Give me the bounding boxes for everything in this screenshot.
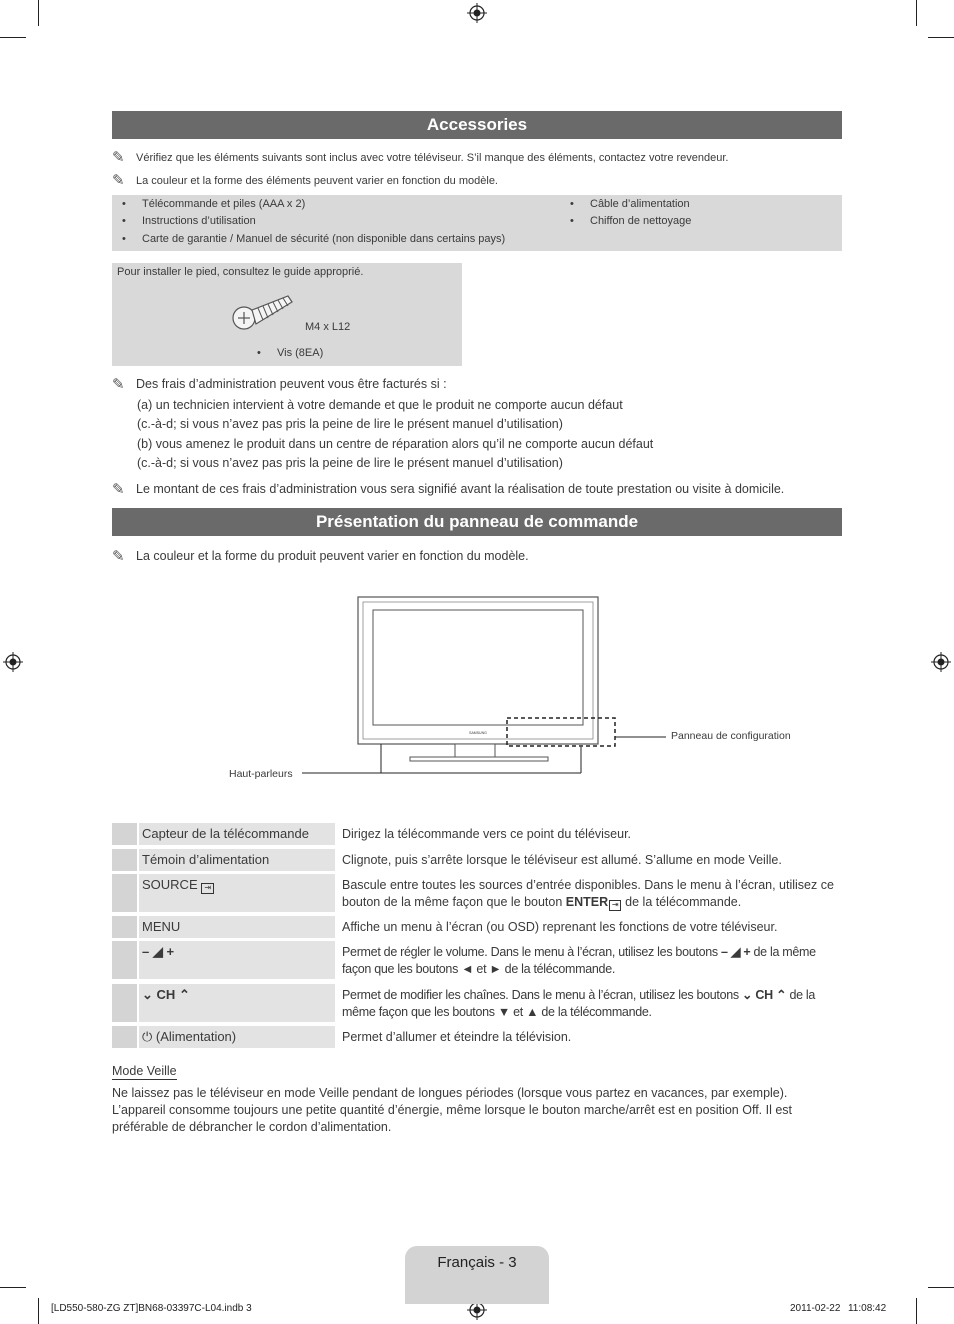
pencil-note-icon: ✎ (112, 481, 125, 498)
fees-line: (c.-à-d; si vous n’avez pas pris la peine de lire le présent manuel d’utilisation) (137, 417, 563, 431)
label-config-panel: Panneau de configuration (671, 730, 791, 742)
note-color-shape: ✎ La couleur et la forme des éléments peuvent varier en fonction du modèle. (112, 172, 498, 189)
list-item: • Câble d’alimentation (570, 198, 690, 210)
pencil-note-icon: ✎ (112, 376, 125, 393)
registration-mark-icon (467, 3, 487, 23)
registration-mark-icon (3, 652, 23, 672)
chevron-up-icon: ⌃ (178, 987, 190, 1002)
table-row: ⏻ (Alimentation) Permet d’allumer et éteindre la télévision. (112, 1026, 842, 1048)
list-item: • Instructions d’utilisation (122, 215, 256, 227)
table-row: SOURCE ⇥ Bascule entre toutes les sources d’entrée disponibles. Dans le menu à l’écran, utilisez ce bouton de la même façon que le bouton ENTER ⇥ de la télécommande. (112, 874, 842, 912)
chevron-down-icon: ⌄ (142, 987, 153, 1002)
crop-mark (916, 0, 917, 26)
table-row: Témoin d’alimentation Clignote, puis s’arrête lorsque le téléviseur est allumé. S’allume en mode Veille. (112, 849, 842, 871)
screw-label: • Vis (8EA) (257, 347, 324, 359)
section-title-accessories: Accessories (112, 111, 842, 139)
standby-text: Ne laissez pas le téléviseur en mode Veille pendant de longues périodes (lorsque vous partez en vacances, par exemple). L’appareil consomme toujours une petite quantité d’énergie, même lorsque le bouton marche/arrêt est en position Off. Il est préférable de débrancher le cordon d’alimentation. (112, 1086, 793, 1134)
pencil-note-icon: ✎ (112, 149, 125, 166)
screw-icon (230, 290, 296, 334)
list-item: • Télécommande et piles (AAA x 2) (122, 198, 306, 210)
crop-mark (38, 1298, 39, 1324)
crop-mark (916, 1298, 917, 1324)
tv-brand-logo: SAMSUNG (469, 731, 487, 735)
fees-line: (b) vous amenez le produit dans un centre de réparation alors qu’il ne comporte aucun défaut (137, 437, 654, 451)
crop-mark (0, 37, 26, 38)
chevron-down-icon: ⌄ (742, 988, 753, 1002)
section-title-panel: Présentation du panneau de commande (112, 508, 842, 536)
enter-source-icon: ⇥ (201, 883, 214, 894)
power-icon: ⏻ (142, 1029, 153, 1044)
list-item: • Chiffon de nettoyage (570, 215, 692, 227)
page-number-tab: Français - 3 (405, 1246, 549, 1304)
fees-line: (c.-à-d; si vous n’avez pas pris la peine de lire le présent manuel d’utilisation) (137, 456, 563, 470)
standby-title: Mode Veille (112, 1064, 177, 1078)
label-speakers: Haut-parleurs (229, 768, 293, 780)
volume-buttons-label: – ◢ + (139, 941, 335, 979)
crop-mark (928, 1287, 954, 1288)
enter-icon: ⇥ (609, 900, 621, 911)
note-product-color: ✎ La couleur et la forme du produit peuvent varier en fonction du modèle. (112, 548, 529, 565)
registration-mark-icon (931, 652, 951, 672)
note-fees-amount: ✎ Le montant de ces frais d’administration vous sera signifié avant la réalisation de toute prestation ou visite à domicile. (112, 481, 785, 498)
crop-mark (0, 1287, 26, 1288)
note-admin-fees: ✎ Des frais d’administration peuvent vous être facturés si : (112, 376, 447, 393)
stand-install-intro: Pour installer le pied, consultez le guide approprié. (117, 266, 364, 278)
file-info: [LD550-580-ZG ZT]BN68-03397C-L04.indb 3 (51, 1303, 252, 1314)
table-row: Capteur de la télécommande Dirigez la télécommande vers ce point du téléviseur. (112, 823, 842, 845)
table-row: MENU Affiche un menu à l’écran (ou OSD) reprenant les fonctions de votre téléviseur. (112, 916, 842, 938)
table-row: ⌄ CH ⌃ Permet de modifier les chaînes. Dans le menu à l’écran, utilisez les boutons ⌄ CH ⌃ de la même façon que les boutons ▼ et ▲ de la télécommande. (112, 984, 842, 1022)
screw-size: M4 x L12 (305, 321, 351, 333)
fees-line: (a) un technicien intervient à votre demande et que le produit ne comporte aucun défaut (137, 398, 623, 412)
date-info: 2011-02-22 11:08:42 (790, 1303, 887, 1314)
list-item: • Carte de garantie / Manuel de sécurité (non disponible dans certains pays) (122, 233, 506, 245)
tv-diagram (225, 590, 805, 790)
chevron-up-icon: ⌃ (776, 988, 787, 1002)
note-items-check: ✎ Vérifiez que les éléments suivants sont inclus avec votre téléviseur. S’il manque des éléments, contactez votre revendeur. (112, 149, 729, 166)
crop-mark (928, 37, 954, 38)
pencil-note-icon: ✎ (112, 548, 125, 565)
pencil-note-icon: ✎ (112, 172, 125, 189)
crop-mark (38, 0, 39, 26)
table-row: – ◢ + Permet de régler le volume. Dans le menu à l’écran, utilisez les boutons – ◢ + de la même façon que les boutons ◄ et ► de la télécommande. (112, 941, 842, 979)
